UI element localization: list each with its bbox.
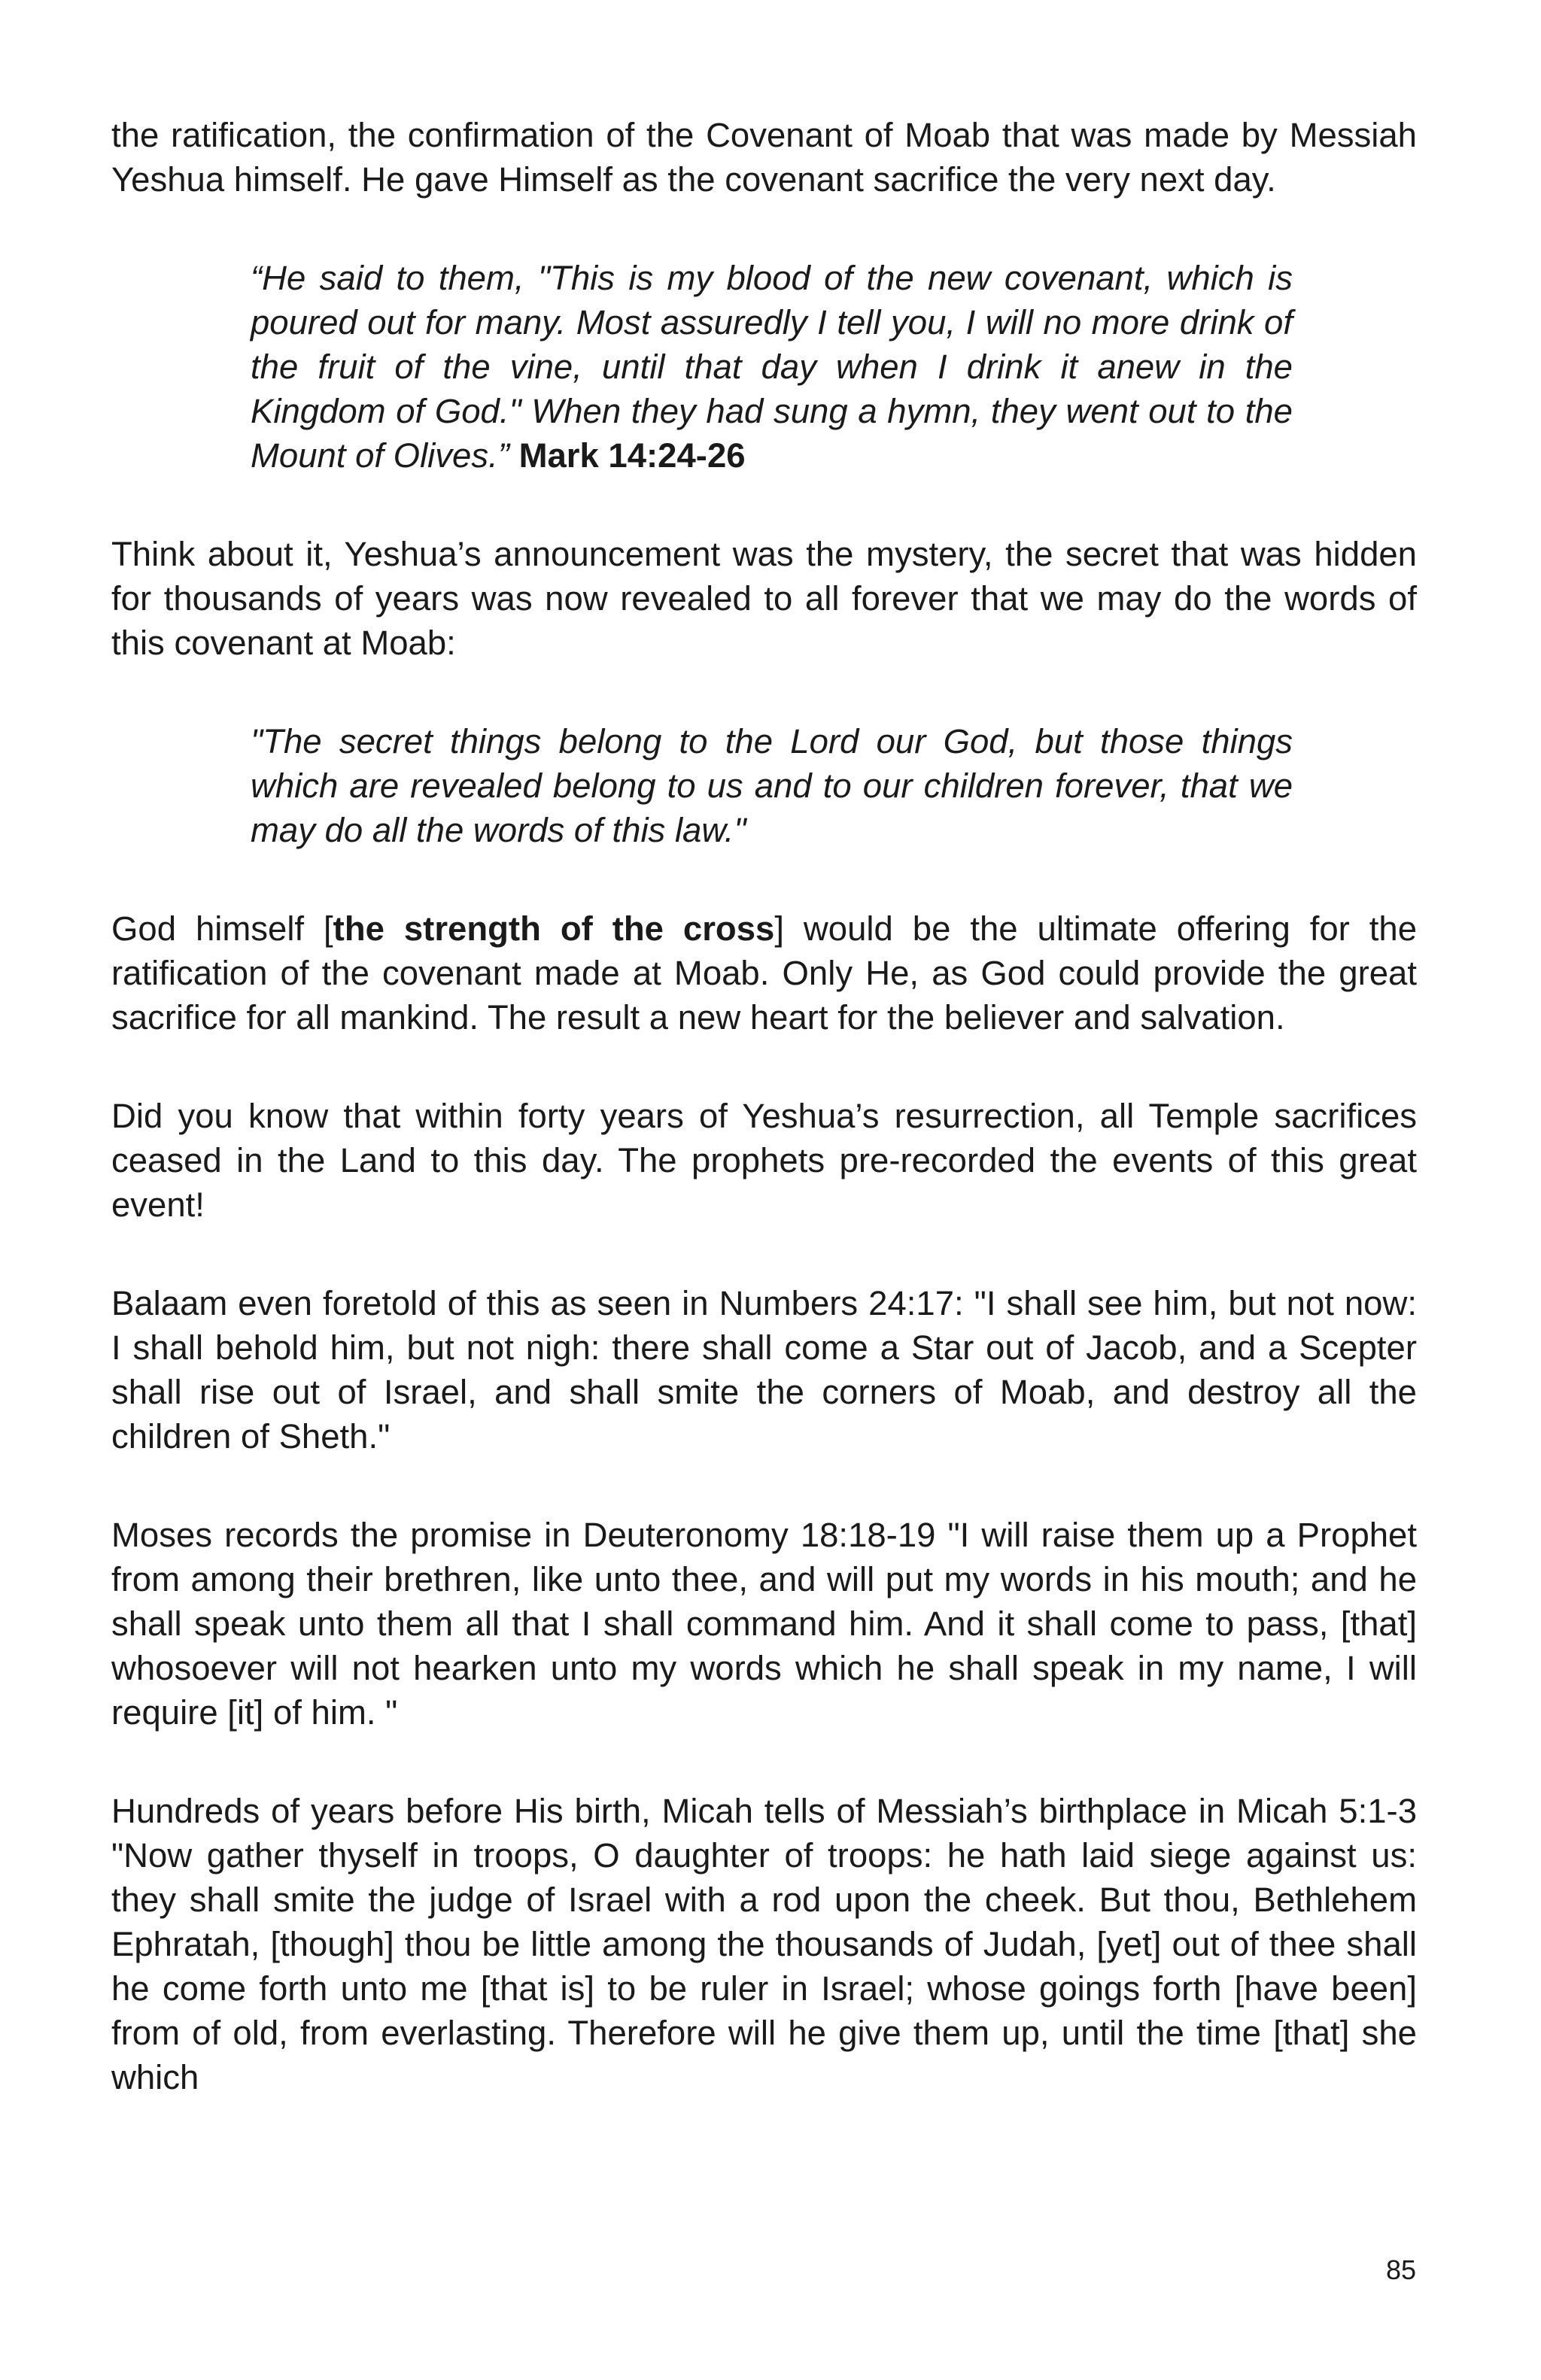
paragraph-strength-of-cross-start: God himself [ [111,909,333,948]
paragraph-micah: Hundreds of years before His birth, Micah tells of Messiah’s birthplace in Micah 5:1-3 "Now gather thyself in troops, O daughter of troops: he hath laid siege against us: they shall smite the judge of Israel with a rod upon the cheek. But thou, Bethlehem Ephratah, [though] thou be little among the thousands of Judah, [yet] out of thee shall he come forth unto me [that is] to be ruler in Israel; whose goings forth [have been] from of old, from everlasting. Therefore will he give them up, until the time [that] she which [111,1792,1417,2096]
paragraph-covenant-ratification: the ratification, the confirmation of the Covenant of Moab that was made by Messiah Yeshua himself. He gave Himself as the covenant sacrifice the very next day. [111,116,1417,199]
paragraph-temple-sacrifices: Did you know that within forty years of Yeshua’s resurrection, all Temple sacrifices ceased in the Land to this day. The prophets pre-recorded the events of this great event! [111,1097,1417,1224]
paragraph-balaam: Balaam even foretold of this as seen in Numbers 24:17: "I shall see him, but not now: I shall behold him, but not nigh: there shall come a Star out of Jacob, and a Scepter shall rise out of Israel, and shall smite the corners of Moab, and destroy all the children of Sheth." [111,1284,1417,1456]
quote-secret-things: "The secret things belong to the Lord our God, but those things which are revealed belong to us and to our children forever, that we may do all the words of this law." [251,722,1293,849]
quote-mark-14 [251,256,1293,478]
paragraph-moses: Moses records the promise in Deuteronomy 18:18-19 "I will raise them up a Prophet from among their brethren, like unto thee, and will put my words in his mouth; and he shall speak unto them all that I shall command him. And it shall come to pass, [that] whosoever will not hearken unto my words which he shall speak in my name, I will require [it] of him. " [111,1516,1417,1732]
paragraph-strength-of-cross-bold: the strength of the cross [333,909,775,948]
paragraph-strength-of-cross [111,906,1417,1040]
page-number: 85 [1385,2254,1416,2285]
quote-mark-14-text: “He said to them, "This is my blood of the new covenant, which is poured out for many. Most assuredly I tell you, I will no more drink of the fruit of the vine, until that day when I drink it anew in the Kingdom of God." When they had sung a hymn, they went out to the Mount of Olives.” [251,259,1293,475]
page-content [111,113,1417,2099]
paragraph-mystery-revealed: Think about it, Yeshua’s announcement was the mystery, the secret that was hidden for thousands of years was now revealed to all forever that we may do the words of this covenant at Moab: [111,535,1417,662]
paragraph-strength-of-cross-end: ] would be the ultimate offering for the ratification of the covenant made at Moab. Only He, as God could provide the great sacrifice for all mankind. The result a new heart for the believer and salvation. [111,909,1417,1037]
quote-mark-14-reference: Mark 14:24-26 [518,436,746,475]
